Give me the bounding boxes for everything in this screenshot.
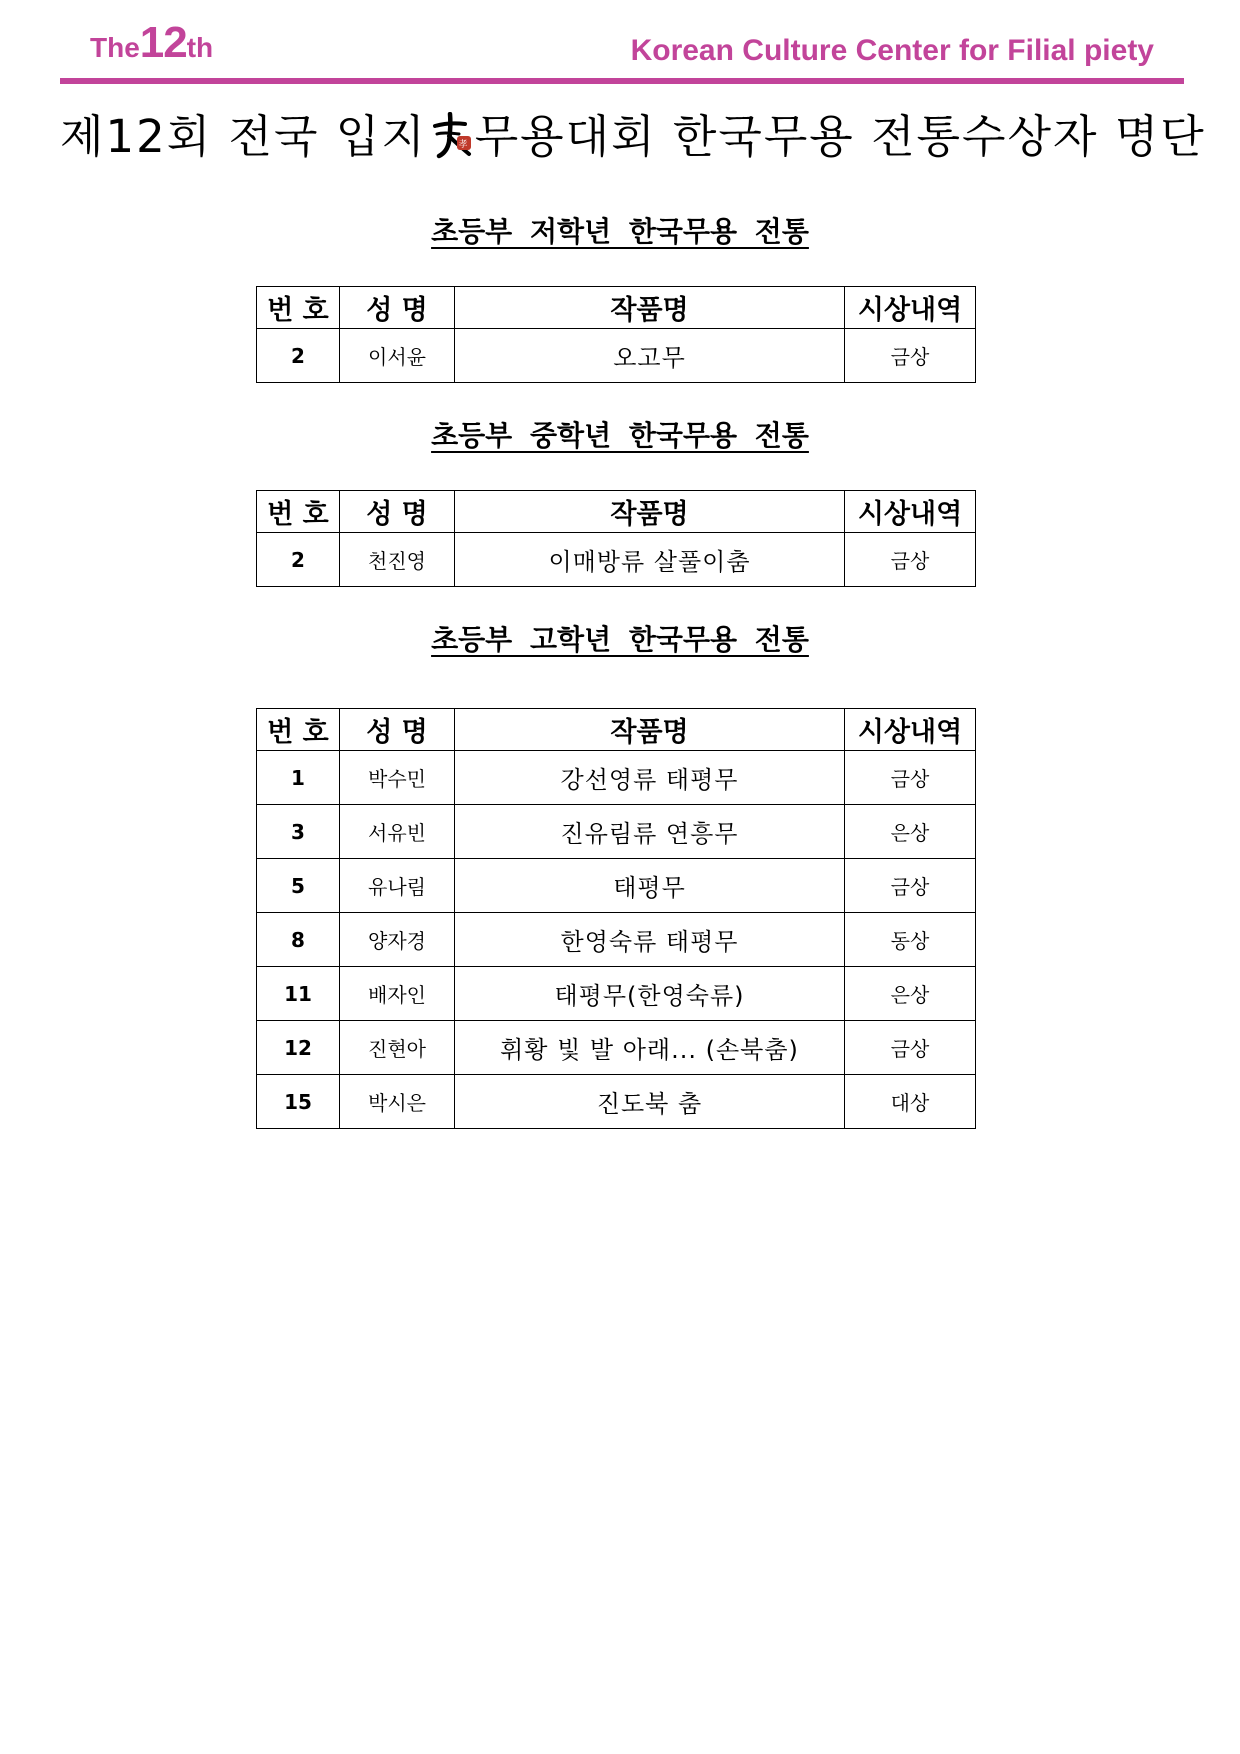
work-title: 태평무 bbox=[455, 859, 845, 913]
entry-number: 1 bbox=[257, 751, 340, 805]
results-table-middle-grades bbox=[256, 490, 976, 587]
work-title: 이매방류 살풀이춤 bbox=[455, 533, 845, 587]
results-table-upper-grades bbox=[256, 708, 976, 1129]
table-row bbox=[257, 859, 976, 913]
column-header-number: 번 호 bbox=[257, 491, 340, 533]
entry-number: 3 bbox=[257, 805, 340, 859]
page-header bbox=[60, 18, 1184, 78]
participant-name: 이서윤 bbox=[340, 329, 455, 383]
award-result: 대상 bbox=[845, 1075, 976, 1129]
table-row bbox=[257, 329, 976, 383]
column-header-name: 성 명 bbox=[340, 287, 455, 329]
table-header-row bbox=[257, 709, 976, 751]
section-title-middle-grades: 초등부 중학년 한국무용 전통 bbox=[431, 419, 809, 452]
entry-number: 8 bbox=[257, 913, 340, 967]
page-title bbox=[60, 100, 1206, 165]
work-title: 휘황 빛 발 아래... (손북춤) bbox=[455, 1021, 845, 1075]
column-header-work: 작품명 bbox=[455, 491, 845, 533]
participant-name: 박수민 bbox=[340, 751, 455, 805]
table-row bbox=[257, 913, 976, 967]
column-header-work: 작품명 bbox=[455, 709, 845, 751]
participant-name: 서유빈 bbox=[340, 805, 455, 859]
table-row bbox=[257, 967, 976, 1021]
column-header-name: 성 명 bbox=[340, 709, 455, 751]
edition-label bbox=[90, 18, 213, 68]
award-result: 금상 bbox=[845, 329, 976, 383]
work-title: 한영숙류 태평무 bbox=[455, 913, 845, 967]
award-result: 동상 bbox=[845, 913, 976, 967]
column-header-award: 시상내역 bbox=[845, 287, 976, 329]
table-row bbox=[257, 751, 976, 805]
table-row bbox=[257, 1075, 976, 1129]
hyo-seal-text: 孝 bbox=[458, 140, 470, 150]
participant-name: 천진영 bbox=[340, 533, 455, 587]
column-header-name: 성 명 bbox=[340, 491, 455, 533]
award-result: 금상 bbox=[845, 751, 976, 805]
column-header-award: 시상내역 bbox=[845, 709, 976, 751]
participant-name: 유나림 bbox=[340, 859, 455, 913]
work-title: 오고무 bbox=[455, 329, 845, 383]
title-part-1: 제12회 전국 입지 bbox=[60, 110, 427, 163]
column-header-work: 작품명 bbox=[455, 287, 845, 329]
participant-name: 배자인 bbox=[340, 967, 455, 1021]
table-row bbox=[257, 1021, 976, 1075]
table-header-row bbox=[257, 491, 976, 533]
work-title: 강선영류 태평무 bbox=[455, 751, 845, 805]
column-header-number: 번 호 bbox=[257, 709, 340, 751]
work-title: 태평무(한영숙류) bbox=[455, 967, 845, 1021]
entry-number: 2 bbox=[257, 533, 340, 587]
award-result: 은상 bbox=[845, 967, 976, 1021]
header-divider bbox=[60, 78, 1184, 84]
edition-number: 12 bbox=[139, 18, 187, 67]
section-title-upper-grades: 초등부 고학년 한국무용 전통 bbox=[431, 623, 809, 656]
edition-the-text: The bbox=[90, 32, 140, 63]
title-part-2: 무용대회 한국무용 전통수상자 명단 bbox=[474, 110, 1206, 163]
award-result: 금상 bbox=[845, 1021, 976, 1075]
organization-name: Korean Culture Center for Filial piety bbox=[630, 34, 1154, 67]
work-title: 진도북 춤 bbox=[455, 1075, 845, 1129]
column-header-award: 시상내역 bbox=[845, 491, 976, 533]
entry-number: 5 bbox=[257, 859, 340, 913]
award-result: 은상 bbox=[845, 805, 976, 859]
entry-number: 11 bbox=[257, 967, 340, 1021]
award-result: 금상 bbox=[845, 533, 976, 587]
work-title: 진유림류 연흥무 bbox=[455, 805, 845, 859]
entry-number: 2 bbox=[257, 329, 340, 383]
table-header-row bbox=[257, 287, 976, 329]
hyo-calligraphy-logo-icon bbox=[429, 112, 473, 160]
participant-name: 진현아 bbox=[340, 1021, 455, 1075]
edition-suffix: th bbox=[186, 32, 214, 63]
results-table-lower-grades bbox=[256, 286, 976, 383]
participant-name: 박시은 bbox=[340, 1075, 455, 1129]
column-header-number: 번 호 bbox=[257, 287, 340, 329]
entry-number: 15 bbox=[257, 1075, 340, 1129]
table-row bbox=[257, 533, 976, 587]
entry-number: 12 bbox=[257, 1021, 340, 1075]
section-title-lower-grades: 초등부 저학년 한국무용 전통 bbox=[431, 215, 809, 248]
award-result: 금상 bbox=[845, 859, 976, 913]
participant-name: 양자경 bbox=[340, 913, 455, 967]
table-row bbox=[257, 805, 976, 859]
